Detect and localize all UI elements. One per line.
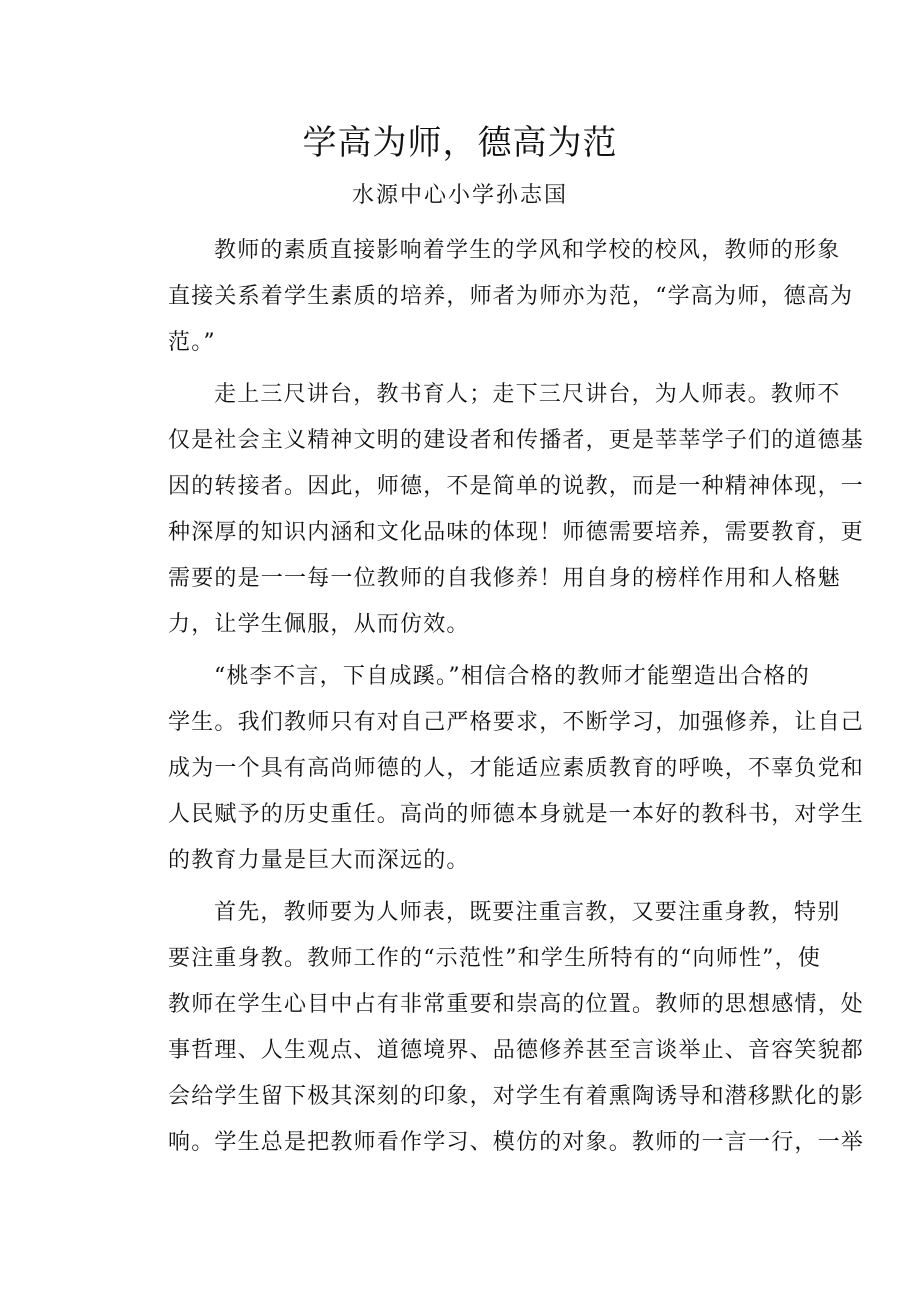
text-line: 首先，教师要为人师表，既要注重言教，又要注重身教，特别 (214, 900, 841, 925)
text-line: 教师在学生心目中占有非常重要和崇高的位置。教师的思想感情，处 (168, 992, 865, 1017)
text-line: 事哲理、人生观点、道德境界、品德修养甚至言谈举止、音容笑貌都 (168, 1038, 865, 1063)
text-line: 因的转接者。因此，师德，不是简单的说教，而是一种精神体现，一 (168, 474, 865, 499)
text-line: 走上三尺讲台，教书育人；走下三尺讲台，为人师表。教师不 (214, 382, 841, 407)
document-body (124, 228, 865, 1166)
text-line: 直接关系着学生素质的培养，师者为师亦为范，“学高为师，德高为 (168, 284, 854, 309)
text-line: 学生。我们教师只有对自己严格要求，不断学习，加强修养，让自己 (168, 710, 865, 735)
document-title: 学高为师，德高为范 (302, 123, 618, 163)
paragraph-1 (124, 228, 854, 366)
text-line: 力，让学生佩服，从而仿效。 (168, 612, 470, 637)
document-author: 水源中心小学孙志国 (351, 183, 568, 208)
text-line: 需要的是一一每一位教师的自我修养！用自身的榜样作用和人格魅 (168, 566, 841, 591)
text-line: 要注重身教。教师工作的“示范性”和学生所特有的“向师性”，使 (168, 946, 821, 971)
text-line: 仅是社会主义精神文明的建设者和传播者，更是莘莘学子们的道德基 (168, 428, 865, 453)
text-line: 范。” (168, 330, 216, 355)
text-line: 人民赋予的历史重任。高尚的师德本身就是一本好的教科书，对学生 (168, 802, 865, 827)
paragraph-4 (124, 890, 865, 1166)
text-line: 种深厚的知识内涵和文化品味的体现！师德需要培养，需要教育，更 (168, 520, 865, 545)
text-line: “桃李不言，下自成蹊。”相信合格的教师才能塑造出合格的 (214, 664, 810, 689)
text-line: 会给学生留下极其深刻的印象，对学生有着熏陶诱导和潜移默化的影 (168, 1084, 865, 1109)
text-line: 响。学生总是把教师看作学习、模仿的对象。教师的一言一行，一举 (168, 1130, 865, 1155)
text-line: 的教育力量是巨大而深远的。 (168, 848, 470, 873)
text-line: 教师的素质直接影响着学生的学风和学校的校风，教师的形象 (214, 238, 841, 263)
paragraph-2 (124, 372, 865, 648)
paragraph-3 (124, 654, 865, 884)
text-line: 成为一个具有高尚师德的人，才能适应素质教育的呼唤，不辜负党和 (168, 756, 865, 781)
